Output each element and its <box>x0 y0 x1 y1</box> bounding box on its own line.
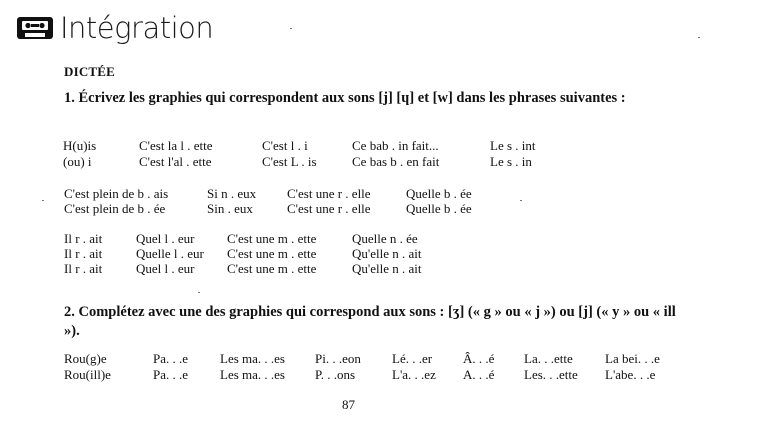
dictee-label: DICTÉE <box>64 64 116 79</box>
cassette-tape-icon <box>16 16 54 40</box>
exercise-cell: Pi. . .eon <box>315 351 361 366</box>
exercise-cell: Le s . int <box>490 138 536 153</box>
exercise-cell: Quelle b . ée <box>406 186 472 201</box>
section-header <box>16 10 213 46</box>
exercise-cell: Rou(g)e <box>64 351 107 366</box>
exercise-cell: Â. . .é <box>463 351 495 366</box>
exercise-cell: C'est plein de b . ée <box>64 201 166 216</box>
exercise-cell: Il r . ait <box>64 246 103 261</box>
exercise-cell: Pa. . .e <box>153 367 189 382</box>
exercise-cell: L'a. . .ez <box>392 367 436 382</box>
exercise-cell: P. . .ons <box>315 367 356 382</box>
exercise-cell: Rou(ill)e <box>64 367 111 382</box>
exercise-cell: Quelle b . ée <box>406 201 472 216</box>
exercise-cell: Les. . .ette <box>524 367 578 382</box>
exercise-cell: C'est une m . ette <box>227 261 317 276</box>
exercise-cell: H(u)is <box>63 138 97 153</box>
exercise-cell: Sin . eux <box>207 201 253 216</box>
exercise-cell: Ce bab . in fait... <box>352 138 439 153</box>
exercise-cell: Qu'elle n . ait <box>352 246 422 261</box>
exercise-cell: C'est la l . ette <box>139 138 213 153</box>
page-number: 87 <box>342 397 355 412</box>
exercise-cell: C'est L . is <box>262 154 317 169</box>
exercise-cell: C'est une r . elle <box>287 186 371 201</box>
exercise-cell: Ce bas b . en fait <box>352 154 440 169</box>
exercise-cell: Quel l . eur <box>136 261 195 276</box>
exercise-cell: C'est l'al . ette <box>139 154 212 169</box>
exercise-cell: Il r . ait <box>64 231 103 246</box>
exercise-cell: Quelle l . eur <box>136 246 204 261</box>
exercise-cell: La bei. . .e <box>605 351 660 366</box>
scan-speck <box>698 37 700 38</box>
exercise-cell: L'abe. . .e <box>605 367 656 382</box>
exercise-cell: C'est plein de b . ais <box>64 186 169 201</box>
exercise-cell: Qu'elle n . ait <box>352 261 422 276</box>
exercise-cell: La. . .ette <box>524 351 573 366</box>
exercise-cell: Il r . ait <box>64 261 103 276</box>
exercise-cell: Lé. . .er <box>392 351 433 366</box>
exercise-cell: A. . .é <box>463 367 495 382</box>
exercise-cell: Le s . in <box>490 154 532 169</box>
scan-speck <box>290 28 292 29</box>
exercise-cell: C'est l . i <box>262 138 308 153</box>
section-title: Intégration <box>60 11 214 45</box>
exercise-cell: C'est une r . elle <box>287 201 371 216</box>
scan-speck <box>198 292 200 293</box>
exercise-cell: C'est une m . ette <box>227 231 317 246</box>
exercise-cell: Si n . eux <box>207 186 257 201</box>
exercise-cell: Quelle n . ée <box>352 231 418 246</box>
scan-speck <box>520 200 522 201</box>
exercise-cell: Pa. . .e <box>153 351 189 366</box>
exercise-cell: Les ma. . .es <box>220 367 285 382</box>
exercise-1-prompt: 1. Écrivez les graphies qui correspondent aux sons [j] [ɥ] et [w] dans les phrases suivantes : <box>64 90 626 106</box>
scan-speck <box>42 200 44 201</box>
exercise-cell: (ou) i <box>63 154 92 169</box>
exercise-cell: Les ma. . .es <box>220 351 285 366</box>
exercise-cell: Quel l . eur <box>136 231 195 246</box>
exercise-cell: C'est une m . ette <box>227 246 317 261</box>
exercise-2-prompt: 2. Complétez avec une des graphies qui correspond aux sons : [ʒ] (« g » ou « j ») ou [j] (« y » ou « ill »). <box>64 304 676 339</box>
